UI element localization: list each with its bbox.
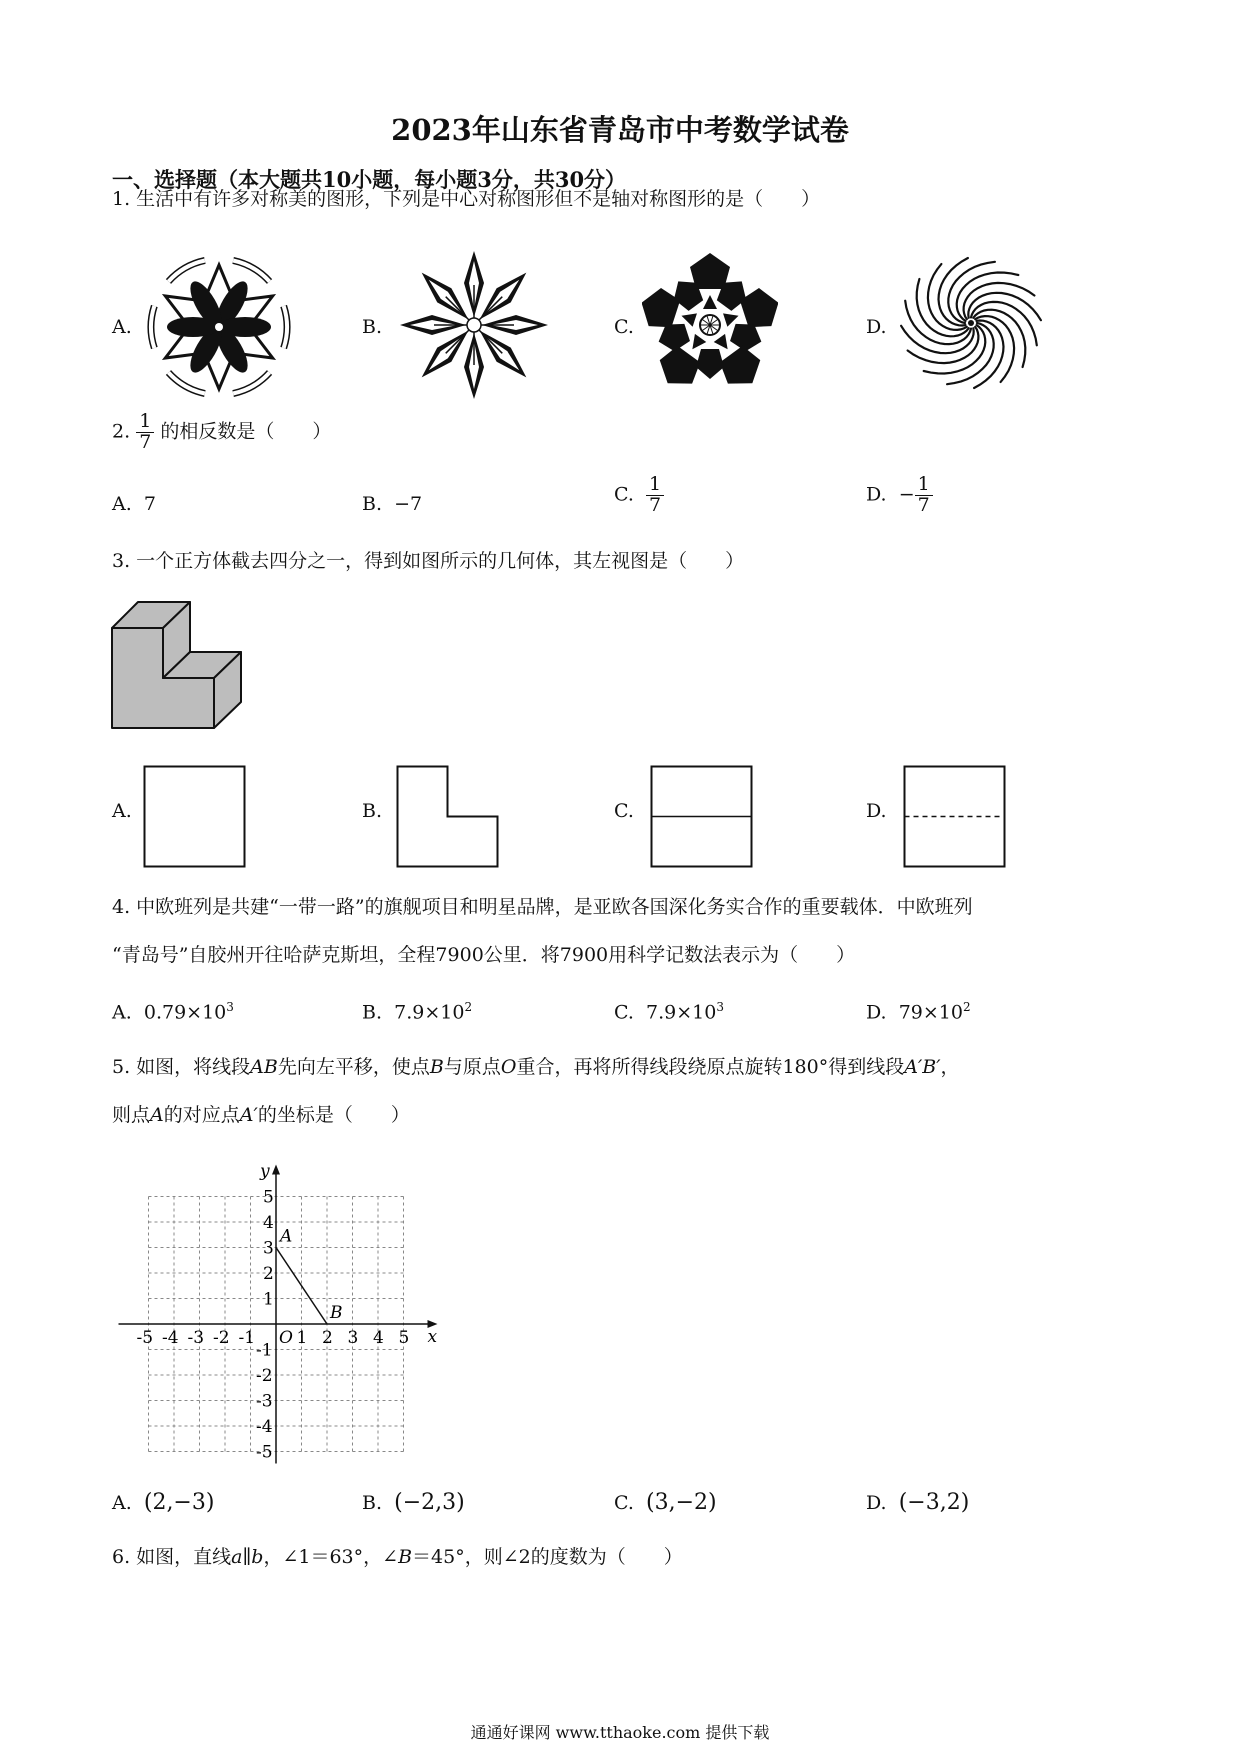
y-tick-label: 1 bbox=[263, 1289, 274, 1310]
q3-option-b-view bbox=[396, 765, 500, 869]
question-1-stem: 1. 生活中有许多对称美的图形，下列是中心对称图形但不是轴对称图形的是（ ） bbox=[112, 188, 821, 210]
q6-text-1: 6. 如图，直线 bbox=[112, 1546, 232, 1568]
point-b-label: B bbox=[330, 1303, 343, 1323]
q2-option-c-num: 1 bbox=[646, 475, 664, 496]
x-tick-label: -5 bbox=[136, 1328, 154, 1348]
q2-option-c-label: C. bbox=[614, 483, 634, 506]
y-tick-label: -3 bbox=[256, 1391, 273, 1412]
q3-option-d-view bbox=[903, 765, 1007, 869]
q2-stem-tail: 的相反数是（ ） bbox=[160, 420, 332, 443]
x-tick-label: 4 bbox=[373, 1328, 384, 1348]
q4-option-c bbox=[614, 1000, 724, 1023]
center-ring bbox=[467, 318, 481, 332]
q5-var-ab: AB bbox=[250, 1056, 278, 1078]
y-tick-label: 4 bbox=[263, 1213, 274, 1233]
q4-option-b bbox=[362, 1000, 472, 1023]
q3-option-d-label: D. bbox=[866, 800, 887, 822]
q5-text-2: 先向左平移，使点 bbox=[277, 1056, 430, 1078]
q5-option-d bbox=[866, 1490, 969, 1515]
q2-option-c-den: 7 bbox=[649, 493, 662, 516]
q3-option-a-label: A. bbox=[112, 800, 132, 822]
q2-option-b-value: −7 bbox=[394, 493, 423, 515]
q4-option-d bbox=[866, 1000, 971, 1023]
q4-option-c-label: C. bbox=[614, 1001, 634, 1024]
question-4-line2: “青岛号”自胶州开往哈萨克斯坦，全程7900公里．将7900用科学记数法表示为（ ） bbox=[112, 944, 856, 966]
y-tick-label: 5 bbox=[263, 1187, 274, 1208]
q3-option-c-view bbox=[650, 765, 754, 869]
q5-text-7: 的对应点 bbox=[163, 1104, 240, 1126]
q6-text-3: ＝45°，则∠2的度数为（ ） bbox=[412, 1546, 683, 1568]
q5-text-5: ， bbox=[940, 1056, 960, 1078]
q1-option-b-label: B. bbox=[362, 316, 383, 338]
x-tick-label: -1 bbox=[238, 1328, 256, 1348]
point-a-label: A bbox=[280, 1226, 293, 1247]
y-tick-label: -1 bbox=[256, 1340, 273, 1361]
q4-option-a-label: A. bbox=[112, 1001, 132, 1024]
q5-coordinate-graph bbox=[108, 1145, 448, 1465]
q4-option-a-coef: 0.79×10 bbox=[143, 1001, 227, 1024]
outer-pentagon bbox=[651, 342, 705, 395]
snowflake-arm bbox=[400, 315, 468, 335]
q2-fraction bbox=[136, 412, 154, 453]
section-heading: 一、选择题（本大题共10小题，每小题3分，共30分） bbox=[112, 167, 627, 192]
q5-option-c-label: C. bbox=[614, 1492, 634, 1514]
q2-option-d-sign: − bbox=[898, 483, 915, 506]
q5-var-b: B bbox=[429, 1056, 444, 1078]
y-tick-label: -5 bbox=[256, 1442, 273, 1463]
q4-option-d-label: D. bbox=[866, 1001, 887, 1024]
q5-option-d-value: (−3,2) bbox=[898, 1490, 970, 1515]
q5-option-c bbox=[614, 1490, 717, 1515]
y-tick-label: -2 bbox=[256, 1366, 273, 1386]
q2-option-c bbox=[614, 475, 664, 516]
q3-solid-figure bbox=[110, 598, 255, 730]
q6-text-2: ，∠1＝63°，∠ bbox=[263, 1546, 399, 1568]
q2-frac-num: 1 bbox=[136, 412, 154, 433]
y-axis-arrow bbox=[272, 1165, 280, 1175]
question-5-line2 bbox=[112, 1104, 410, 1127]
q2-option-b-label: B. bbox=[362, 493, 383, 515]
x-tick-label: -4 bbox=[162, 1328, 179, 1348]
q5-var-apbp: A′B′ bbox=[904, 1056, 941, 1078]
q5-option-a bbox=[112, 1490, 214, 1515]
outer-pentagon bbox=[715, 342, 769, 395]
q1-option-d-label: D. bbox=[866, 316, 887, 338]
y-tick-label: 3 bbox=[263, 1238, 274, 1259]
q6-var-ab: a∥b bbox=[231, 1546, 264, 1568]
q2-option-d bbox=[866, 475, 933, 516]
q2-option-d-label: D. bbox=[866, 483, 887, 506]
q4-option-a-exp: 3 bbox=[226, 1000, 234, 1014]
q5-var-o: O bbox=[500, 1056, 517, 1078]
question-4-line1: 4. 中欧班列是共建“一带一路”的旗舰项目和明星品牌，是亚欧各国深化务实合作的重要载体．中欧班列 bbox=[112, 896, 973, 918]
q3-option-a-view bbox=[143, 765, 247, 869]
mid-petal-group bbox=[696, 349, 724, 379]
x-axis-label: x bbox=[427, 1327, 438, 1347]
q4-option-b-coef: 7.9×10 bbox=[394, 1001, 465, 1024]
center-dot bbox=[215, 323, 223, 331]
q5-text-6: 则点 bbox=[112, 1104, 151, 1126]
q1-option-a-label: A. bbox=[112, 316, 132, 338]
q3-option-b-label: B. bbox=[362, 800, 383, 822]
q5-var-a: A bbox=[150, 1104, 164, 1126]
x-tick-label: 5 bbox=[398, 1328, 410, 1348]
q5-option-a-value: (2,−3) bbox=[143, 1490, 215, 1515]
footer-source: 通通好课网 www.tthaoke.com 提供下载 bbox=[470, 1723, 770, 1742]
q2-frac-den: 7 bbox=[139, 430, 152, 453]
y-tick-label: -4 bbox=[256, 1417, 273, 1437]
q5-text-4: 重合，再将所得线段绕原点旋转180°得到线段 bbox=[516, 1056, 905, 1078]
y-axis-label: y bbox=[260, 1161, 270, 1182]
q5-option-b-value: (−2,3) bbox=[394, 1490, 465, 1515]
q4-option-a bbox=[112, 1000, 234, 1023]
q4-option-d-coef: 79×10 bbox=[898, 1001, 963, 1024]
question-5-line1 bbox=[112, 1056, 960, 1079]
center-dot bbox=[968, 320, 974, 326]
x-tick-label: -3 bbox=[187, 1328, 205, 1348]
q2-option-a bbox=[112, 493, 156, 515]
question-6-stem bbox=[112, 1546, 683, 1569]
snowflake-arm bbox=[464, 331, 484, 399]
q5-option-d-label: D. bbox=[866, 1492, 887, 1514]
q5-text-1: 5. 如图，将线段 bbox=[112, 1056, 251, 1078]
x-tick-label: -2 bbox=[213, 1328, 230, 1348]
q2-option-b bbox=[362, 493, 422, 515]
y-tick-label: 2 bbox=[263, 1264, 274, 1284]
q2-option-d-num: 1 bbox=[915, 475, 933, 496]
x-tick-label: 1 bbox=[296, 1328, 308, 1348]
q3-option-c-label: C. bbox=[614, 800, 634, 822]
snowflake-arm bbox=[464, 251, 484, 319]
spiral-arm bbox=[924, 325, 986, 373]
origin-label: O bbox=[279, 1328, 293, 1348]
q5-option-b-label: B. bbox=[362, 1492, 383, 1514]
q1-figure-c bbox=[642, 250, 778, 400]
q5-var-ap: A′ bbox=[239, 1104, 258, 1126]
q1-option-c-label: C. bbox=[614, 316, 634, 338]
spiral-arm bbox=[973, 310, 1025, 367]
q6-var-b: B bbox=[398, 1546, 413, 1568]
q5-option-b bbox=[362, 1490, 465, 1515]
snowflake-arm bbox=[480, 315, 548, 335]
spiral-arm bbox=[957, 273, 1019, 321]
q2-option-a-value: 7 bbox=[143, 493, 156, 515]
question-2-stem bbox=[112, 412, 331, 453]
q2-number: 2. bbox=[112, 420, 131, 443]
q4-option-c-coef: 7.9×10 bbox=[646, 1001, 717, 1024]
q5-text-3: 与原点 bbox=[443, 1056, 501, 1078]
q4-option-c-exp: 3 bbox=[716, 1000, 724, 1014]
q5-option-c-value: (3,−2) bbox=[646, 1490, 717, 1515]
x-tick-label: 3 bbox=[347, 1328, 359, 1348]
mid-pentagon bbox=[696, 349, 724, 379]
inner-triangle bbox=[703, 295, 717, 309]
page-title: 2023年山东省青岛市中考数学试卷 bbox=[391, 113, 849, 147]
q1-figure-a bbox=[144, 252, 294, 402]
q1-figure-d bbox=[896, 253, 1046, 393]
question-3-stem: 3. 一个正方体截去四分之一，得到如图所示的几何体，其左视图是（ ） bbox=[112, 550, 745, 572]
q4-option-b-label: B. bbox=[362, 1001, 383, 1024]
x-tick-label: 2 bbox=[322, 1328, 333, 1348]
q5-option-a-label: A. bbox=[112, 1492, 132, 1514]
q4-option-d-exp: 2 bbox=[962, 1000, 971, 1014]
q1-figure-b bbox=[393, 250, 555, 400]
q2-option-d-den: 7 bbox=[917, 493, 930, 516]
q2-option-a-label: A. bbox=[112, 493, 132, 515]
q5-text-8: 的坐标是（ ） bbox=[257, 1104, 410, 1126]
q4-option-b-exp: 2 bbox=[464, 1000, 473, 1014]
spiral-arm bbox=[917, 279, 969, 336]
